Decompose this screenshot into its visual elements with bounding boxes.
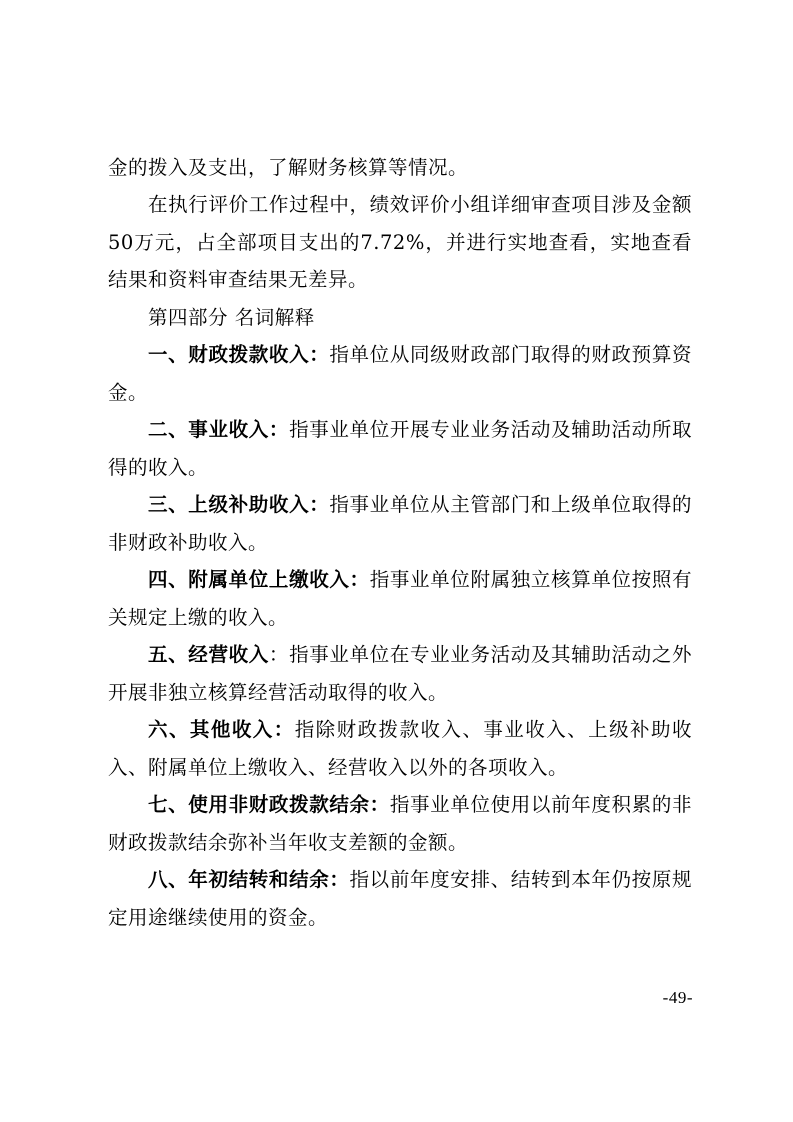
term-definition xyxy=(108,486,692,561)
term-label: 八、年初结转和结余： xyxy=(148,868,350,891)
term-label: 二、事业收入： xyxy=(148,418,290,441)
paragraph-continuation xyxy=(108,149,692,187)
term-definition xyxy=(108,711,692,786)
term-text: 指事业单位附属独立核算单位按照有关规定上缴的收入。 xyxy=(108,568,692,629)
term-definition xyxy=(108,561,692,636)
paragraph-text: 金的拨入及支出，了解财务核算等情况。 xyxy=(108,156,469,179)
term-label: 五、经营收入 xyxy=(148,643,269,666)
term-label: 七、使用非财政拨款结余： xyxy=(148,793,390,816)
term-text: 指事业单位从主管部门和上级单位取得的非财政补助收入。 xyxy=(108,493,692,554)
term-definition xyxy=(108,861,692,936)
term-label: 四、附属单位上缴收入： xyxy=(148,568,370,591)
section-heading-text: 第四部分 名词解释 xyxy=(148,306,315,329)
term-definition xyxy=(108,336,692,411)
term-definition xyxy=(108,636,692,711)
term-label: 六、其他收入： xyxy=(148,718,295,741)
term-text: ：指事业单位在专业业务活动及其辅助活动之外开展非独立核算经营活动取得的收入。 xyxy=(108,643,692,704)
term-definition xyxy=(108,786,692,861)
term-text: 指单位从同级财政部门取得的财政预算资金。 xyxy=(108,343,692,404)
paragraph-text: 在执行评价工作过程中，绩效评价小组详细审查项目涉及金额50万元，占全部项目支出的7.72%，并进行实地查看，实地查看结果和资料审查结果无差异。 xyxy=(108,193,692,291)
section-heading xyxy=(108,299,692,337)
paragraph-evaluation xyxy=(108,186,692,299)
page-number: -49- xyxy=(662,988,693,1007)
term-text: 指以前年度安排、结转到本年仍按原规定用途继续使用的资金。 xyxy=(108,868,692,929)
term-label: 一、财政拨款收入： xyxy=(148,343,330,366)
term-definition xyxy=(108,411,692,486)
term-text: 指事业单位使用以前年度积累的非财政拨款结余弥补当年收支差额的金额。 xyxy=(108,793,692,854)
term-label: 三、上级补助收入： xyxy=(148,493,330,516)
term-text: 指除财政拨款收入、事业收入、上级补助收入、附属单位上缴收入、经营收入以外的各项收入。 xyxy=(108,718,692,779)
term-text: 指事业单位开展专业业务活动及辅助活动所取得的收入。 xyxy=(108,418,692,479)
